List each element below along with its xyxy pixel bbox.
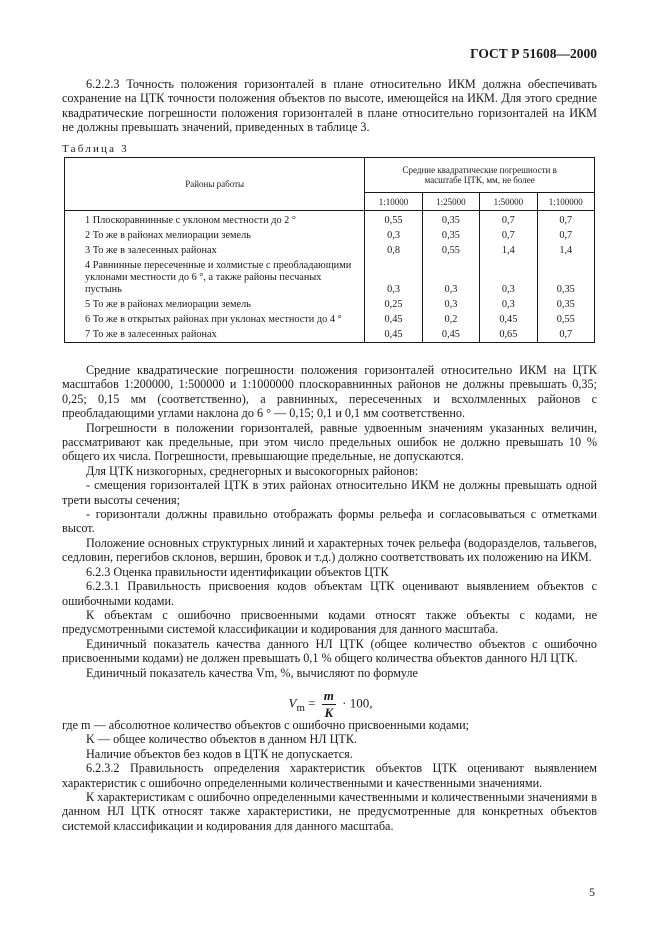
table-row: [65, 312, 595, 327]
intro-section: [62, 77, 597, 135]
cell-value: 0,7: [480, 228, 537, 243]
table-row: [65, 211, 595, 229]
paragraph: 6.2.3.2 Правильность определения характеристик объектов ЦТК оценивают выявлением характеристик с ошибочно определенными количественными и качественными значениями.: [62, 761, 597, 790]
table-row: [65, 243, 595, 258]
cell-value: 0,7: [537, 228, 594, 243]
col-errors-header: Средние квадратические погрешности в масштабе ЦТК, мм, не более: [365, 158, 595, 193]
formula-tail: · 100,: [342, 695, 373, 711]
paragraph: - горизонтали должны правильно отображать формы рельефа и согласовываться с отметками высот.: [62, 507, 597, 536]
cell-value: 0,3: [480, 297, 537, 312]
col-area-header: Районы работы: [65, 158, 365, 211]
row-label: 1 Плоскоравнинные с уклоном местности до 2 °: [65, 211, 365, 229]
paragraph: Для ЦТК низкогорных, среднегорных и высокогорных районов:: [86, 463, 419, 478]
section-heading: 6.2.3 Оценка правильности идентификации объектов ЦТК: [86, 564, 389, 579]
cell-value: 0,2: [422, 312, 479, 327]
row-label: 3 То же в залесенных районах: [65, 243, 365, 258]
paragraph: Погрешности в положении горизонталей, равные удвоенным значениям указанных величин, рассматривают как предельные, при этом число предельных ошибок не должно превышать 10 % общего их числа. Погрешности, превышающие предельные, не допускаются.: [62, 420, 597, 464]
formula-numerator: m: [323, 688, 334, 703]
table-row: [65, 327, 595, 343]
cell-value: 0,45: [480, 312, 537, 327]
paragraph: Единичный показатель качества данного НЛ ЦТК (общее количество объектов с ошибочно присвоенными кодами) не должен превышать 0,1 % общего количества объектов данного НЛ ЦТК.: [62, 636, 597, 666]
cell-value: 0,55: [365, 211, 422, 229]
formula-lhs: V: [288, 695, 297, 711]
cell-value: 0,7: [537, 327, 594, 343]
page-number: 5: [589, 885, 595, 899]
cell-value: 0,3: [365, 258, 422, 297]
paragraph: Средние квадратические погрешности положения горизонталей относительно ИКМ на ЦТК масштабов 1:200000, 1:500000 и 1:1000000 плоскоравнинных районов не должны превышать 0,35; 0,25; 0,15 мм (соответственно), а равнинных, пересеченных и всхолмленных районов с преобладающими углами наклона до 6 ° — 0,15; 0,1 и 0,1 мм соответственно.: [62, 363, 597, 421]
cell-value: 0,7: [537, 211, 594, 229]
paragraph: 6.2.3.1 Правильность присвоения кодов объектам ЦТК оценивают выявлением объектов с ошибочными кодами.: [62, 579, 597, 608]
scale-header: 1:10000: [365, 193, 422, 211]
row-label: 2 То же в районах мелиорации земель: [65, 228, 365, 243]
cell-value: 1,4: [537, 243, 594, 258]
paragraph: Единичный показатель качества Vm, %, вычисляют по формуле: [86, 665, 418, 680]
cell-value: 0,55: [537, 312, 594, 327]
paragraph: - смещения горизонталей ЦТК в этих районах относительно ИКМ не должны превышать одной трети высоты сечения;: [62, 478, 597, 507]
paragraph: К характеристикам с ошибочно определенными качественными и количественными значениями в данном НЛ ЦТК относят также характеристики, не предусмотренные для конкретных объектов системой классификации и кодирования для данного масштаба.: [62, 790, 597, 833]
cell-value: 0,45: [422, 327, 479, 343]
cell-value: 0,35: [537, 297, 594, 312]
cell-value: 0,35: [422, 228, 479, 243]
where-line: где m — абсолютное количество объектов с ошибочно присвоенными кодами;: [62, 718, 469, 732]
scale-header: 1:50000: [480, 193, 537, 211]
formula-fraction: [322, 688, 336, 721]
cell-value: 0,45: [365, 312, 422, 327]
paragraph: К объектам с ошибочно присвоенными кодами относят также объекты с кодами, не предусмотренными системой классификации и кодирования для данного масштаба.: [62, 607, 597, 637]
scale-header: 1:100000: [537, 193, 594, 211]
cell-value: 0,25: [365, 297, 422, 312]
cell-value: 0,3: [422, 258, 479, 297]
body-section-1: [62, 363, 597, 680]
formula-eq: =: [308, 695, 316, 711]
table-row: [65, 258, 595, 297]
where-line: K — общее количество объектов в данном НЛ ЦТК.: [86, 732, 357, 747]
row-label: 7 То же в залесенных районах: [65, 327, 365, 343]
cell-value: 0,45: [365, 327, 422, 343]
cell-value: 0,3: [480, 258, 537, 297]
accuracy-table: [64, 157, 595, 343]
cell-value: 0,65: [480, 327, 537, 343]
table-row: [65, 228, 595, 243]
scale-header: 1:25000: [422, 193, 479, 211]
cell-value: 0,35: [537, 258, 594, 297]
paragraph: Наличие объектов без кодов в ЦТК не допускается.: [86, 746, 353, 761]
document-header: ГОСТ Р 51608—2000: [470, 46, 597, 61]
table-caption: Таблица 3: [62, 143, 129, 155]
quality-formula: [0, 688, 661, 721]
row-label: 6 То же в открытых районах при уклонах местности до 4 °: [65, 312, 365, 327]
cell-value: 0,3: [365, 228, 422, 243]
cell-value: 0,55: [422, 243, 479, 258]
formula-lhs-sub: m: [296, 702, 305, 715]
cell-value: 1,4: [480, 243, 537, 258]
cell-value: 0,8: [365, 243, 422, 258]
table-row: [65, 297, 595, 312]
paragraph: Положение основных структурных линий и характерных точек рельефа (водоразделов, тальвегов, седловин, перегибов склонов, вершин, бровок и т.д.) должно соответствовать их положению на ИКМ.: [62, 535, 597, 565]
row-label: 5 То же в районах мелиорации земель: [65, 297, 365, 312]
row-label: 4 Равнинные пересеченные и холмистые с преобладающими уклонами местности до 6 °, а также районы песчаных пустынь: [65, 258, 365, 297]
formula-denominator: K: [324, 705, 334, 720]
cell-value: 0,3: [422, 297, 479, 312]
cell-value: 0,7: [480, 211, 537, 229]
body-section-2: [62, 718, 597, 833]
cell-value: 0,35: [422, 211, 479, 229]
intro-paragraph: 6.2.2.3 Точность положения горизонталей в плане относительно ИКМ должна обеспечивать сохранение на ЦТК точности положения объектов по высоте, имеющейся на ИКМ. Для этого средние квадратические погрешности положения горизонталей в плане относительно горизонталей на ИКМ не должны превышать значений, приведенных в таблице 3.: [62, 77, 597, 135]
